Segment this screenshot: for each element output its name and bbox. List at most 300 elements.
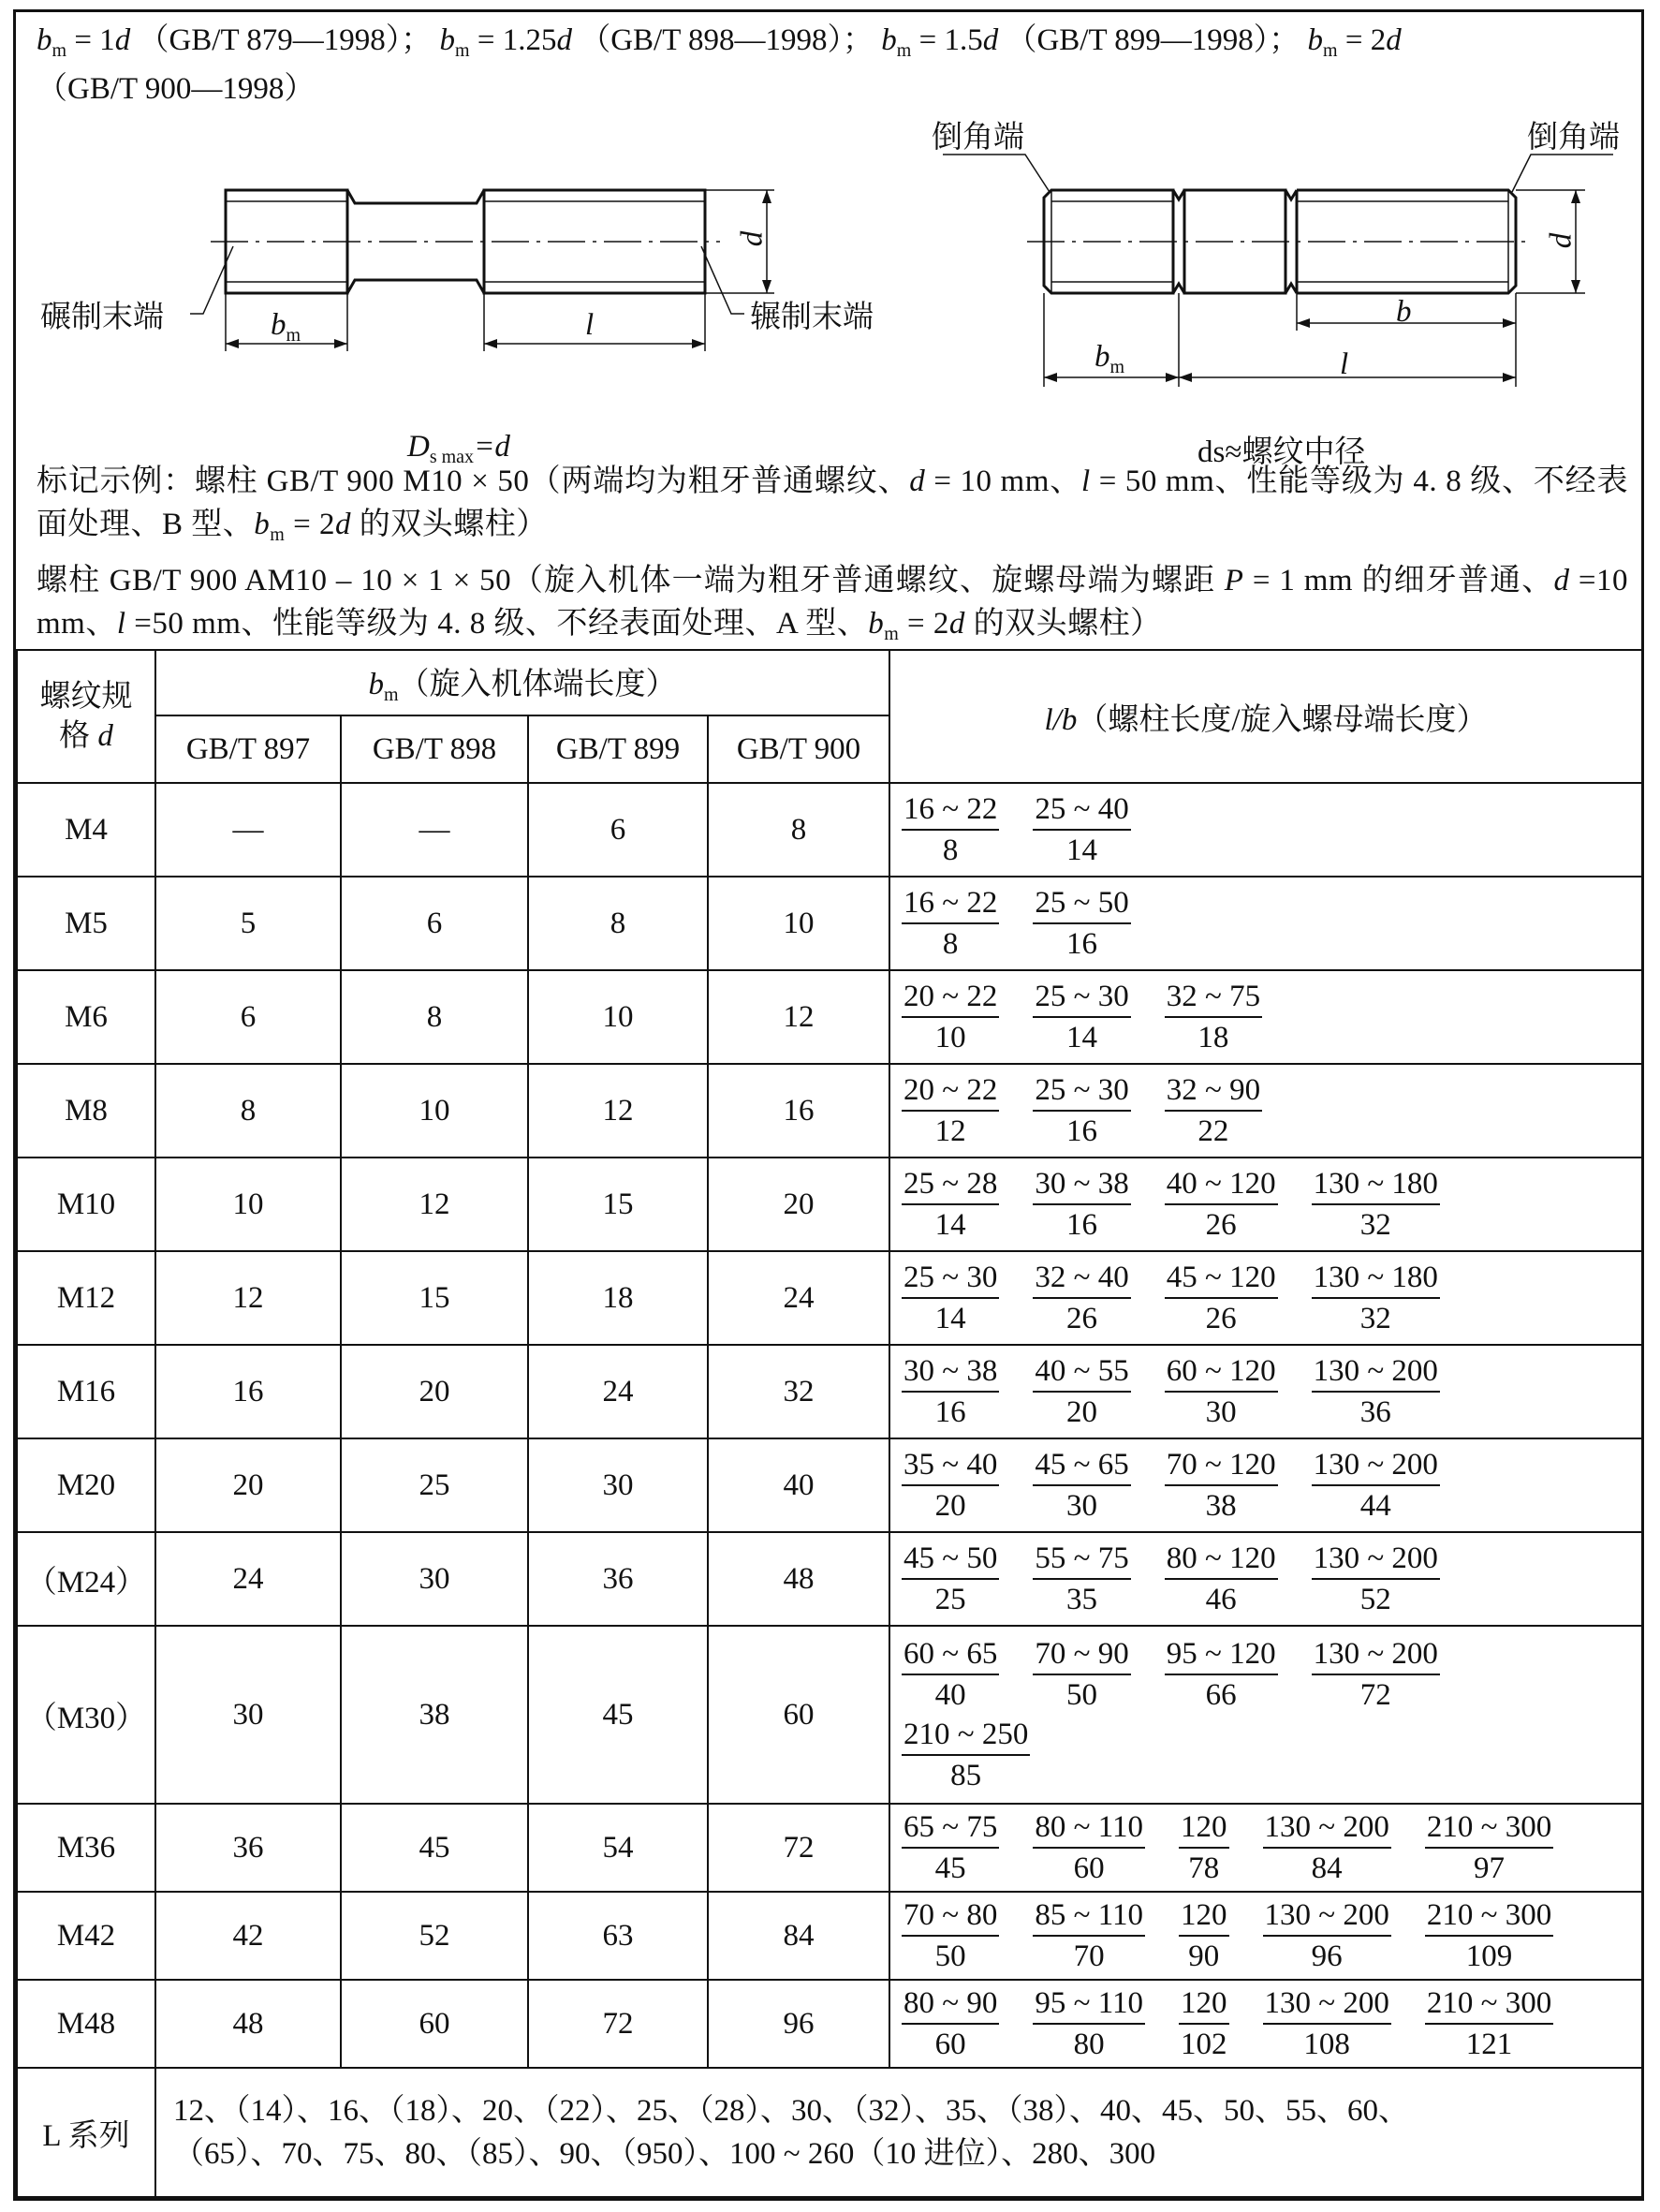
lb-thread-length: 52 bbox=[1359, 1583, 1391, 1616]
cell-b898: 25 bbox=[341, 1438, 528, 1532]
ex1-a: 标记示例：螺柱 GB/T 900 M10 × 50（两端均为粗牙普通螺纹、 bbox=[37, 465, 910, 498]
bm-subscript: m bbox=[51, 40, 67, 61]
lb-fraction bbox=[902, 1983, 999, 2064]
head-bm-b: b bbox=[368, 668, 384, 701]
lb-thread-length: 35 bbox=[1066, 1583, 1098, 1616]
lb-length: 120 bbox=[1179, 1895, 1229, 1937]
label-d-left: d bbox=[735, 230, 770, 247]
cell-b900: 48 bbox=[708, 1532, 889, 1626]
lb-thread-length: 8 bbox=[942, 833, 959, 867]
caption-eq: =d bbox=[474, 430, 510, 464]
table-row bbox=[17, 1892, 1642, 1980]
lb-fraction bbox=[902, 1164, 999, 1245]
cell-b898: 12 bbox=[341, 1158, 528, 1251]
cell-b897: 16 bbox=[155, 1345, 341, 1438]
lb-thread-length: 84 bbox=[1311, 1851, 1343, 1885]
lb-length: 40 ~ 55 bbox=[1033, 1351, 1130, 1393]
cell-b899: 8 bbox=[528, 877, 708, 970]
cell-b900: 84 bbox=[708, 1892, 889, 1980]
lb-fraction bbox=[1179, 1983, 1229, 2064]
lb-length: 130 ~ 200 bbox=[1263, 1807, 1391, 1849]
cell-spec: M20 bbox=[17, 1438, 155, 1532]
lb-length: 32 ~ 75 bbox=[1165, 977, 1262, 1018]
right-stud-drawing bbox=[943, 155, 1613, 387]
cell-b898: 60 bbox=[341, 1980, 528, 2068]
cell-b897: 12 bbox=[155, 1251, 341, 1345]
leader-chamfer-left bbox=[943, 155, 1050, 192]
bm-symbol: b bbox=[37, 23, 52, 57]
leader-right-end bbox=[701, 246, 744, 314]
lb-thread-length: 46 bbox=[1205, 1583, 1237, 1616]
lb-thread-length: 45 bbox=[934, 1851, 966, 1885]
label-d-right: d bbox=[1544, 232, 1579, 249]
lb-fraction bbox=[1165, 1164, 1278, 1245]
header-section bbox=[16, 12, 1641, 649]
cell-b900: 20 bbox=[708, 1158, 889, 1251]
lb-thread-length: 44 bbox=[1359, 1489, 1391, 1523]
cell-b897: 10 bbox=[155, 1158, 341, 1251]
lb-thread-length: 8 bbox=[942, 927, 959, 961]
lb-length: 70 ~ 120 bbox=[1165, 1445, 1278, 1486]
lb-thread-length: 30 bbox=[1066, 1489, 1098, 1523]
bm-sub-right: m bbox=[1109, 357, 1125, 377]
table-body bbox=[17, 783, 1642, 2068]
cell-b897: 30 bbox=[155, 1626, 341, 1804]
lb-length: 45 ~ 65 bbox=[1033, 1445, 1130, 1486]
lb-fraction bbox=[902, 1351, 999, 1432]
table-row bbox=[17, 1251, 1642, 1345]
cell-lb bbox=[889, 1064, 1642, 1158]
lb-thread-length: 14 bbox=[934, 1302, 966, 1335]
lb-fraction bbox=[1033, 1164, 1130, 1245]
cell-lb bbox=[889, 1626, 1642, 1804]
lb-fraction bbox=[902, 789, 999, 870]
lb-thread-length: 26 bbox=[1205, 1302, 1237, 1335]
label-bm-right bbox=[1094, 338, 1124, 386]
label-bm-left bbox=[271, 306, 301, 354]
std-879: （GB/T 879—1998）； bbox=[138, 23, 433, 57]
lb-fraction bbox=[902, 1539, 999, 1619]
ex2-d: d bbox=[1553, 564, 1570, 597]
bm-formula-line bbox=[37, 22, 1402, 69]
cell-spec: M4 bbox=[17, 783, 155, 877]
lb-fraction bbox=[1033, 1258, 1130, 1338]
lb-length: 130 ~ 180 bbox=[1312, 1258, 1440, 1299]
ex2-P: P bbox=[1224, 564, 1244, 597]
head-bm bbox=[155, 650, 889, 715]
lb-fraction bbox=[1263, 1983, 1391, 2064]
ex1-d: d bbox=[909, 465, 926, 498]
lb-fraction bbox=[1312, 1164, 1440, 1245]
lb-fraction bbox=[1425, 1895, 1553, 1976]
table-row bbox=[17, 1438, 1642, 1532]
lb-length: 25 ~ 40 bbox=[1033, 789, 1130, 831]
l-series-row bbox=[17, 2068, 1642, 2197]
lb-thread-length: 60 bbox=[934, 2028, 966, 2061]
ex2-a: 螺柱 GB/T 900 AM10 – 10 × 1 × 50（旋入机体一端为粗牙普通螺纹、旋螺母端为螺距 bbox=[37, 564, 1225, 597]
lb-thread-length: 32 bbox=[1359, 1302, 1391, 1335]
lb-length: 16 ~ 22 bbox=[902, 883, 999, 924]
cell-b898: 38 bbox=[341, 1626, 528, 1804]
lb-length: 210 ~ 300 bbox=[1425, 1895, 1553, 1937]
l-series-line2: （65）、70、75、80、（85）、90、（950）、100 ~ 260（10 进位）、280、300 bbox=[173, 2137, 1156, 2171]
lb-length: 85 ~ 110 bbox=[1033, 1895, 1145, 1937]
lb-length: 80 ~ 120 bbox=[1165, 1539, 1278, 1580]
table-row bbox=[17, 1532, 1642, 1626]
lb-thread-length: 109 bbox=[1465, 1939, 1513, 1973]
cell-b898: 52 bbox=[341, 1892, 528, 1980]
ex1-bm: b bbox=[254, 508, 271, 541]
cell-b900: 72 bbox=[708, 1804, 889, 1892]
lb-length: 35 ~ 40 bbox=[902, 1445, 999, 1486]
lb-fraction bbox=[1033, 977, 1130, 1057]
document-frame bbox=[13, 9, 1644, 2201]
label-rolled-end-left: 碾制末端 bbox=[40, 301, 164, 334]
label-rolled-end-right: 辗制末端 bbox=[750, 301, 874, 334]
lb-thread-length: 16 bbox=[934, 1395, 966, 1429]
lb-fraction bbox=[902, 1070, 999, 1151]
lb-thread-length: 80 bbox=[1073, 2028, 1105, 2061]
cell-lb bbox=[889, 1980, 1642, 2068]
lb-thread-length: 36 bbox=[1359, 1395, 1391, 1429]
lb-thread-length: 22 bbox=[1197, 1114, 1229, 1148]
lb-thread-length: 10 bbox=[934, 1021, 966, 1054]
lb-thread-length: 78 bbox=[1188, 1851, 1220, 1885]
d-symbol: d bbox=[556, 23, 572, 57]
lb-fraction bbox=[902, 883, 999, 964]
lb-fraction bbox=[1033, 1983, 1145, 2064]
ex2-c: =10 mm、 bbox=[37, 564, 1628, 641]
lb-fraction bbox=[902, 1715, 1030, 1795]
head-lb bbox=[889, 650, 1642, 783]
lb-fraction bbox=[1263, 1807, 1391, 1888]
lb-thread-length: 14 bbox=[1066, 1021, 1098, 1054]
table-row bbox=[17, 877, 1642, 970]
lb-fraction bbox=[1425, 1807, 1553, 1888]
lb-length: 45 ~ 50 bbox=[902, 1539, 999, 1580]
cell-spec: M48 bbox=[17, 1980, 155, 2068]
bm-symbol: b bbox=[881, 23, 897, 57]
lb-thread-length: 16 bbox=[1066, 927, 1098, 961]
cell-b899: 72 bbox=[528, 1980, 708, 2068]
lb-length: 40 ~ 120 bbox=[1165, 1164, 1278, 1205]
ex1-g: 的双头螺柱） bbox=[350, 508, 548, 541]
lb-length: 120 bbox=[1179, 1807, 1229, 1849]
cell-b897: 6 bbox=[155, 970, 341, 1064]
head-lb-text: （螺柱长度/旋入螺母端长度） bbox=[1077, 702, 1488, 737]
cell-spec: M8 bbox=[17, 1064, 155, 1158]
cell-spec: （M30） bbox=[17, 1626, 155, 1804]
lb-length: 130 ~ 200 bbox=[1312, 1634, 1440, 1675]
lb-length: 65 ~ 75 bbox=[902, 1807, 999, 1849]
head-bm-text: （旋入机体端长度） bbox=[398, 668, 677, 701]
lb-thread-length: 108 bbox=[1303, 2028, 1350, 2061]
cell-b897: 48 bbox=[155, 1980, 341, 2068]
head-spec-line1: 螺纹规 bbox=[39, 680, 133, 714]
l-series-label: L 系列 bbox=[17, 2068, 155, 2197]
waist-top bbox=[347, 190, 484, 203]
lb-fraction bbox=[1179, 1807, 1229, 1888]
lb-length: 120 bbox=[1179, 1983, 1229, 2025]
cell-b900: 96 bbox=[708, 1980, 889, 2068]
table-row bbox=[17, 1980, 1642, 2068]
lb-length: 25 ~ 30 bbox=[1033, 1070, 1130, 1112]
lb-length: 25 ~ 28 bbox=[902, 1164, 999, 1205]
lb-length: 130 ~ 200 bbox=[1312, 1445, 1440, 1486]
lb-thread-length: 66 bbox=[1205, 1678, 1237, 1712]
cell-b899: 45 bbox=[528, 1626, 708, 1804]
cell-lb bbox=[889, 1804, 1642, 1892]
label-b-right: b bbox=[1396, 295, 1412, 329]
lb-length: 20 ~ 22 bbox=[902, 1070, 999, 1112]
cell-spec: M36 bbox=[17, 1804, 155, 1892]
stud-drawings bbox=[16, 106, 1641, 462]
bm-symbol: b bbox=[1307, 23, 1324, 57]
bm-subscript: m bbox=[1323, 40, 1338, 61]
cell-lb bbox=[889, 1438, 1642, 1532]
cell-spec: M5 bbox=[17, 877, 155, 970]
d-symbol: d bbox=[114, 23, 131, 57]
label-l-right: l bbox=[1340, 347, 1349, 381]
cell-lb bbox=[889, 783, 1642, 877]
lb-thread-length: 70 bbox=[1073, 1939, 1105, 1973]
lb-length: 16 ~ 22 bbox=[902, 789, 999, 831]
bm-subscript: m bbox=[896, 40, 912, 61]
cell-b899: 24 bbox=[528, 1345, 708, 1438]
lb-fraction bbox=[1165, 1634, 1278, 1715]
cell-b899: 54 bbox=[528, 1804, 708, 1892]
lb-thread-length: 26 bbox=[1066, 1302, 1098, 1335]
bm-b: b bbox=[271, 308, 286, 342]
lb-thread-length: 96 bbox=[1311, 1939, 1343, 1973]
lb-length: 130 ~ 200 bbox=[1312, 1351, 1440, 1393]
lb-fraction bbox=[902, 1807, 999, 1888]
cell-b897: 42 bbox=[155, 1892, 341, 1980]
lb-thread-length: 25 bbox=[934, 1583, 966, 1616]
table-row bbox=[17, 1064, 1642, 1158]
d-symbol: d bbox=[1386, 23, 1402, 57]
lb-fraction bbox=[1425, 1983, 1553, 2064]
lb-length: 130 ~ 200 bbox=[1263, 1983, 1391, 2025]
head-spec bbox=[17, 650, 155, 783]
lb-length: 210 ~ 300 bbox=[1425, 1983, 1553, 2025]
lb-fraction bbox=[1033, 1895, 1145, 1976]
bm-eq-3: = 1.5 bbox=[911, 23, 983, 57]
cell-b898: 10 bbox=[341, 1064, 528, 1158]
lb-thread-length: 40 bbox=[934, 1678, 966, 1712]
lb-length: 32 ~ 90 bbox=[1165, 1070, 1262, 1112]
lb-length: 70 ~ 90 bbox=[1033, 1634, 1130, 1675]
cell-b899: 18 bbox=[528, 1251, 708, 1345]
l-series-line1: 12、（14）、16、（18）、20、（22）、25、（28）、30、（32）、35、（38）、40、45、50、55、60、 bbox=[173, 2094, 1409, 2128]
lb-thread-length: 72 bbox=[1359, 1678, 1391, 1712]
cell-lb bbox=[889, 970, 1642, 1064]
lb-thread-length: 26 bbox=[1205, 1208, 1237, 1242]
cell-b898: 45 bbox=[341, 1804, 528, 1892]
lb-thread-length: 16 bbox=[1066, 1208, 1098, 1242]
cell-b899: 15 bbox=[528, 1158, 708, 1251]
cell-b900: 8 bbox=[708, 783, 889, 877]
lb-length: 210 ~ 300 bbox=[1425, 1807, 1553, 1849]
cell-b900: 24 bbox=[708, 1251, 889, 1345]
lb-fraction bbox=[1312, 1445, 1440, 1526]
lb-length: 80 ~ 110 bbox=[1033, 1807, 1145, 1849]
lb-thread-length: 60 bbox=[1073, 1851, 1105, 1885]
ex2-b: = 1 mm 的细牙普通、 bbox=[1243, 564, 1554, 597]
cell-lb bbox=[889, 1892, 1642, 1980]
table-row bbox=[17, 1626, 1642, 1804]
lb-thread-length: 20 bbox=[934, 1489, 966, 1523]
cell-lb bbox=[889, 1532, 1642, 1626]
table-head-row-1 bbox=[17, 650, 1642, 715]
cell-b900: 16 bbox=[708, 1064, 889, 1158]
lb-fraction bbox=[902, 1895, 999, 1976]
lb-length: 20 ~ 22 bbox=[902, 977, 999, 1018]
lb-fraction bbox=[1165, 1070, 1262, 1151]
lb-length: 80 ~ 90 bbox=[902, 1983, 999, 2025]
ex1-e: = 2 bbox=[285, 508, 335, 541]
lb-thread-length: 14 bbox=[934, 1208, 966, 1242]
cell-b900: 32 bbox=[708, 1345, 889, 1438]
cell-b899: 36 bbox=[528, 1532, 708, 1626]
lb-fraction bbox=[1312, 1351, 1440, 1432]
lb-thread-length: 85 bbox=[950, 1759, 982, 1792]
lb-length: 95 ~ 110 bbox=[1033, 1983, 1145, 2025]
cell-b900: 60 bbox=[708, 1626, 889, 1804]
ex2-h: 的双头螺柱） bbox=[964, 607, 1162, 641]
lb-thread-length: 97 bbox=[1474, 1851, 1506, 1885]
lb-fraction bbox=[1312, 1634, 1440, 1715]
ex2-e: =50 mm、性能等级为 4. 8 级、不经表面处理、A 型、 bbox=[125, 607, 869, 641]
cell-lb bbox=[889, 1345, 1642, 1438]
ex2-bm-sub: m bbox=[884, 624, 900, 644]
leader-chamfer-right bbox=[1512, 155, 1613, 192]
lb-thread-length: 18 bbox=[1197, 1021, 1229, 1054]
lb-length: 30 ~ 38 bbox=[1033, 1164, 1130, 1205]
l-series-values bbox=[155, 2068, 1642, 2197]
lb-thread-length: 90 bbox=[1188, 1939, 1220, 1973]
lb-length: 30 ~ 38 bbox=[902, 1351, 999, 1393]
lb-length: 95 ~ 120 bbox=[1165, 1634, 1278, 1675]
lb-fraction bbox=[1033, 1351, 1130, 1432]
lb-thread-length: 121 bbox=[1465, 2028, 1513, 2061]
lb-thread-length: 14 bbox=[1066, 833, 1098, 867]
cell-lb bbox=[889, 877, 1642, 970]
caption-D: D bbox=[407, 430, 430, 464]
lb-fraction bbox=[902, 1445, 999, 1526]
table-row bbox=[17, 970, 1642, 1064]
cell-lb bbox=[889, 1158, 1642, 1251]
bm-eq-2: = 1.25 bbox=[469, 23, 557, 57]
marking-example-1 bbox=[37, 460, 1628, 556]
lb-length: 210 ~ 250 bbox=[902, 1715, 1030, 1756]
stud-spec-table bbox=[16, 649, 1643, 2198]
cell-spec: M10 bbox=[17, 1158, 155, 1251]
lb-length: 60 ~ 120 bbox=[1165, 1351, 1278, 1393]
caption-right: ds≈螺纹中径 bbox=[1197, 435, 1366, 469]
lb-fraction bbox=[902, 1634, 999, 1715]
lb-thread-length: 50 bbox=[934, 1939, 966, 1973]
lb-length: 55 ~ 75 bbox=[1033, 1539, 1130, 1580]
lb-fraction bbox=[1179, 1895, 1229, 1976]
lb-fraction bbox=[1033, 1539, 1130, 1619]
std-898: （GB/T 898—1998）； bbox=[580, 23, 874, 57]
lb-length: 130 ~ 200 bbox=[1263, 1895, 1391, 1937]
cell-b899: 63 bbox=[528, 1892, 708, 1980]
head-spec-line2: 格 bbox=[59, 719, 98, 753]
table-row bbox=[17, 1345, 1642, 1438]
bm-eq-1: = 1 bbox=[66, 23, 115, 57]
cell-b899: 6 bbox=[528, 783, 708, 877]
lb-fraction bbox=[1263, 1895, 1391, 1976]
cell-b900: 10 bbox=[708, 877, 889, 970]
cell-b897: 36 bbox=[155, 1804, 341, 1892]
lb-thread-length: 30 bbox=[1205, 1395, 1237, 1429]
lb-thread-length: 38 bbox=[1205, 1489, 1237, 1523]
ex1-f: d bbox=[334, 508, 351, 541]
head-bm-sub: m bbox=[383, 685, 399, 705]
lb-length: 25 ~ 50 bbox=[1033, 883, 1130, 924]
cell-b898: 30 bbox=[341, 1532, 528, 1626]
table-row bbox=[17, 1804, 1642, 1892]
lb-thread-length: 12 bbox=[934, 1114, 966, 1148]
cell-b900: 12 bbox=[708, 970, 889, 1064]
bm-sub: m bbox=[286, 325, 301, 346]
ex2-g: d bbox=[948, 607, 965, 641]
cell-b898: 6 bbox=[341, 877, 528, 970]
ex2-f: = 2 bbox=[899, 607, 949, 641]
bm-subscript: m bbox=[455, 40, 470, 61]
lb-fraction bbox=[1033, 1634, 1130, 1715]
cell-b897: 5 bbox=[155, 877, 341, 970]
cell-b898: 20 bbox=[341, 1345, 528, 1438]
lb-fraction bbox=[1312, 1539, 1440, 1619]
lb-fraction bbox=[1033, 883, 1130, 964]
cell-b898: 8 bbox=[341, 970, 528, 1064]
bm-b-right: b bbox=[1094, 340, 1110, 374]
cell-b897: — bbox=[155, 783, 341, 877]
lb-fraction bbox=[1312, 1258, 1440, 1338]
label-l-left: l bbox=[585, 308, 595, 342]
lb-thread-length: 20 bbox=[1066, 1395, 1098, 1429]
ex2-bm: b bbox=[868, 607, 885, 641]
ex2-l: l bbox=[116, 607, 126, 641]
lb-length: 130 ~ 200 bbox=[1312, 1539, 1440, 1580]
ex1-l: l bbox=[1081, 465, 1091, 498]
lb-thread-length: 16 bbox=[1066, 1114, 1098, 1148]
lb-length: 45 ~ 120 bbox=[1165, 1258, 1278, 1299]
bm-eq-4: = 2 bbox=[1337, 23, 1387, 57]
lb-fraction bbox=[1033, 1070, 1130, 1151]
head-std-900: GB/T 900 bbox=[708, 715, 889, 783]
lb-length: 25 ~ 30 bbox=[1033, 977, 1130, 1018]
bm-symbol: b bbox=[439, 23, 456, 57]
head-std-898: GB/T 898 bbox=[341, 715, 528, 783]
d-symbol: d bbox=[982, 23, 999, 57]
lb-fraction bbox=[1165, 1351, 1278, 1432]
table-row bbox=[17, 1158, 1642, 1251]
lb-fraction bbox=[1033, 789, 1130, 870]
lb-length: 60 ~ 65 bbox=[902, 1634, 999, 1675]
label-chamfer-right: 倒角端 bbox=[1527, 121, 1620, 155]
ex1-b: = 10 mm、 bbox=[925, 465, 1081, 498]
ex1-bm-sub: m bbox=[270, 524, 286, 545]
lb-fraction bbox=[1033, 1807, 1145, 1888]
lb-fraction bbox=[1165, 1258, 1278, 1338]
head-lb-l: l/b bbox=[1044, 702, 1078, 737]
lb-length: 130 ~ 180 bbox=[1312, 1164, 1440, 1205]
cell-b899: 30 bbox=[528, 1438, 708, 1532]
